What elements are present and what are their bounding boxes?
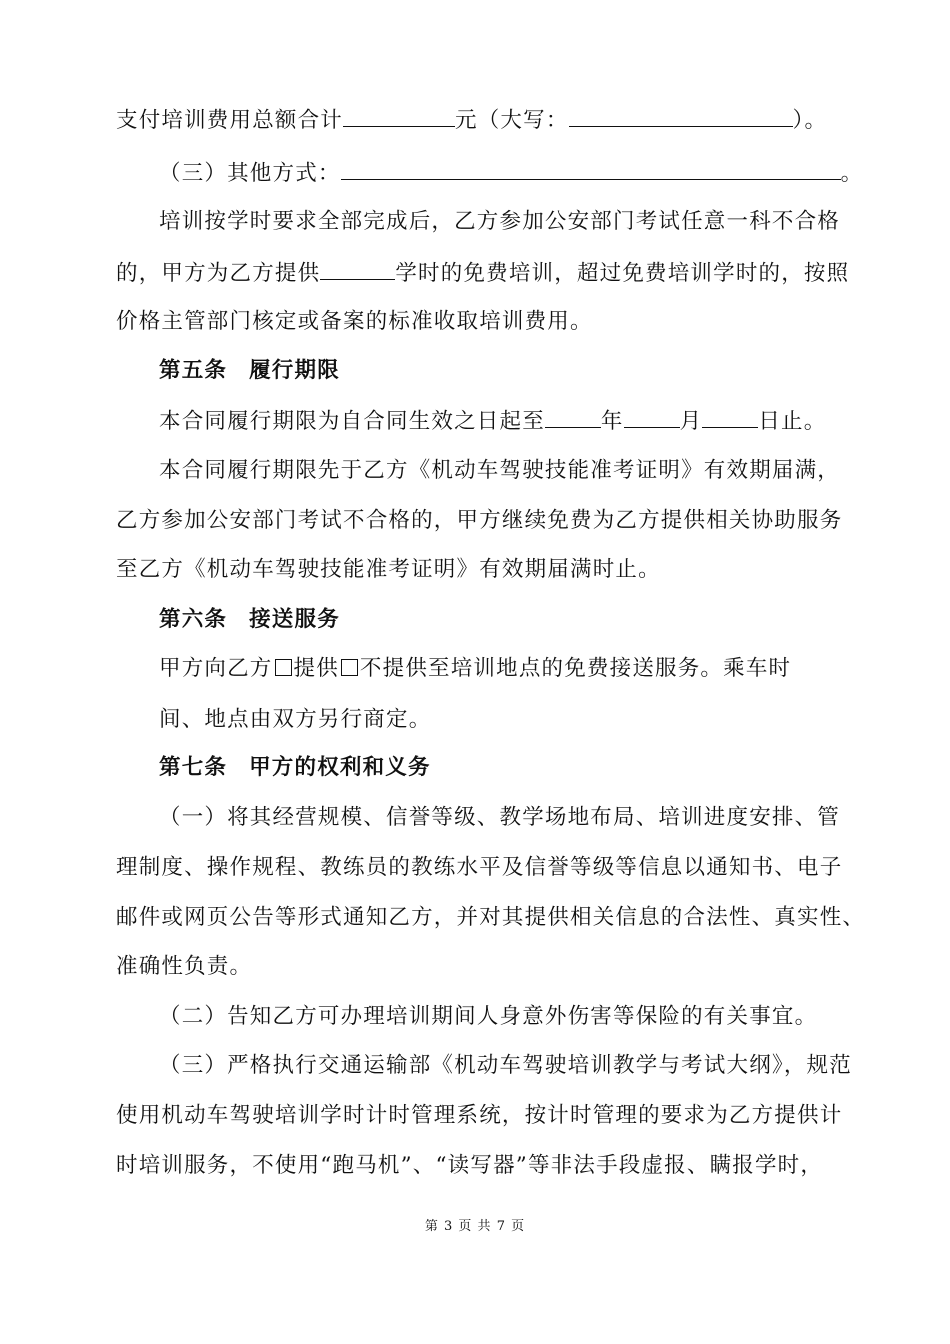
free-hours-blank[interactable] [320, 257, 395, 280]
article-7-heading [159, 753, 431, 783]
paragraph-line [116, 307, 593, 337]
paragraph-line [116, 506, 842, 536]
text: （三）严格执行交通运输部《机动车驾驶培训教学与考试大纲》，规范 [159, 1053, 852, 1078]
other-method-blank[interactable] [341, 157, 841, 180]
text: 价格主管部门核定或备案的标准收取培训费用。 [116, 309, 593, 334]
text: 甲方向乙方 [159, 656, 273, 681]
article-number: 第六条 [159, 607, 228, 632]
text: （一）将其经营规模、信誉等级、教学场地布局、培训进度安排、管 [159, 805, 841, 830]
paragraph-line [159, 1051, 852, 1081]
text: 至乙方《机动车驾驶技能准考证明》有效期届满时止。 [116, 557, 661, 582]
text: 培训按学时要求全部完成后，乙方参加公安部门考试任意一科不合格 [159, 209, 841, 234]
shuttle-option-line [159, 654, 791, 684]
text: ）。 [792, 108, 828, 133]
paragraph-line [116, 1101, 842, 1131]
paragraph-line [116, 853, 842, 883]
day-blank[interactable] [702, 405, 758, 428]
text: 。 [840, 161, 864, 186]
text: 本合同履行期限为自合同生效之日起至 [159, 409, 545, 434]
term-date-line [159, 405, 826, 437]
text: 不提供至培训地点的免费接送服务。乘车时 [359, 656, 792, 681]
text: 准确性负责。 [116, 954, 253, 979]
paragraph-line [116, 952, 252, 982]
fee-uppercase-blank[interactable] [569, 104, 793, 127]
paragraph-line [159, 705, 431, 735]
text: 时培训服务，不使用“跑马机”、“读写器”等非法手段虚报、瞒报学时， [116, 1153, 824, 1178]
paragraph-line [116, 1151, 823, 1181]
text: 乙方参加公安部门考试不合格的，甲方继续免费为乙方提供相关协助服务 [116, 508, 843, 533]
text: 邮件或网页公告等形式通知乙方，并对其提供相关信息的合法性、真实性、 [116, 905, 866, 930]
text: 月 [679, 409, 703, 434]
paragraph-line [159, 456, 840, 486]
text: 本合同履行期限先于乙方《机动车驾驶技能准考证明》有效期届满， [159, 458, 841, 483]
text: 提供 [293, 656, 339, 681]
article-5-heading [159, 356, 340, 386]
year-blank[interactable] [545, 405, 601, 428]
article-title: 履行期限 [249, 358, 340, 383]
paragraph-line [159, 1002, 817, 1032]
text: 学时的免费培训，超过免费培训学时的，按照 [395, 261, 850, 286]
text: 支付培训费用总额合计 [116, 108, 344, 133]
article-number: 第七条 [159, 755, 228, 780]
article-6-heading [159, 605, 340, 635]
text: 元（大写： [455, 108, 569, 133]
article-title: 甲方的权利和义务 [249, 755, 431, 780]
not-provide-checkbox[interactable] [341, 659, 358, 676]
paragraph-line [159, 803, 840, 833]
other-method-line [159, 157, 863, 189]
page-footer: 第 3 页 共 7 页 [424, 1219, 526, 1234]
paragraph-line [159, 207, 840, 237]
text: 使用机动车驾驶培训学时计时管理系统，按计时管理的要求为乙方提供计 [116, 1103, 843, 1128]
text: 理制度、操作规程、教练员的教练水平及信誉等级等信息以通知书、电子 [116, 855, 843, 880]
provide-checkbox[interactable] [275, 659, 292, 676]
month-blank[interactable] [624, 405, 680, 428]
paragraph-line [116, 555, 661, 585]
text: （二）告知乙方可办理培训期间人身意外伤害等保险的有关事宜。 [159, 1004, 818, 1029]
paragraph-line [116, 903, 865, 933]
article-title: 接送服务 [249, 607, 340, 632]
text: 年 [600, 409, 624, 434]
text: 的，甲方为乙方提供 [116, 261, 321, 286]
free-training-line [116, 257, 849, 289]
article-number: 第五条 [159, 358, 228, 383]
text: 日止。 [758, 409, 827, 434]
text: （三）其他方式： [159, 161, 341, 186]
fee-total-line [116, 104, 827, 136]
text: 间、地点由双方另行商定。 [159, 707, 432, 732]
fee-amount-blank[interactable] [343, 104, 455, 127]
